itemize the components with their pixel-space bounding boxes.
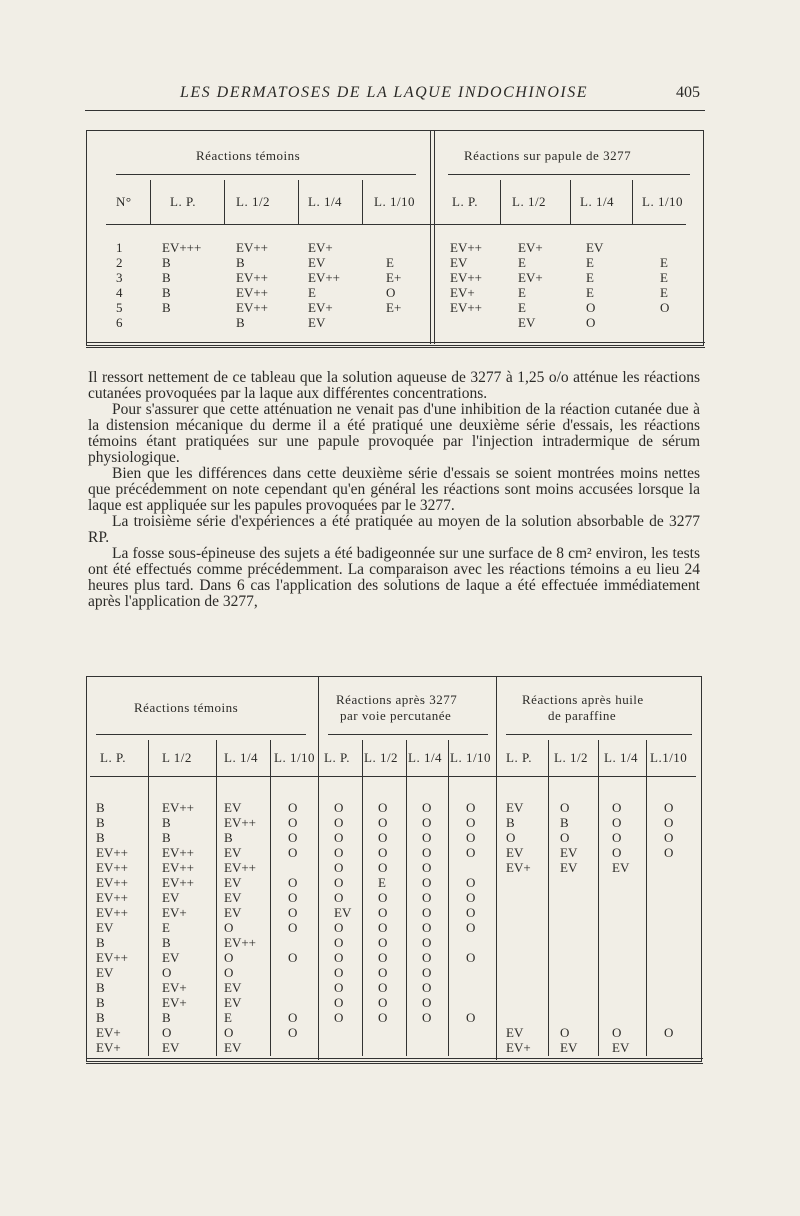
table-1-data-p-l14: EV E E E O O xyxy=(586,240,604,330)
page-number: 405 xyxy=(676,84,700,101)
table-2-col-t-l12: L 1/2 xyxy=(162,750,192,765)
table-2-col-h-l12: L. 1/2 xyxy=(554,750,589,765)
table-2-data-h-lp: EV B O EV EV+ EV EV+ xyxy=(506,800,531,1055)
table-1-data-l12: EV++ B EV++ EV++ EV++ B xyxy=(236,240,268,330)
table-2-data-h-l110: O O O O O xyxy=(664,800,674,1040)
table-1-col-no: N° xyxy=(116,194,132,209)
paragraph-5: La fosse sous-épineuse des sujets a été badigeonnée sur une surface de 8 cm² environ, les tests ont été effectués comme précédemment. La comparaison avec les réactions témoins a eu lieu 24 heures plus tard. Dans 6 cas l'application des solutions de laque a été effectuée immédiatement après l'application de 3277, xyxy=(88,545,700,610)
table-2-data-h-l12: O B O EV EV O EV xyxy=(560,800,578,1055)
table-1-data-p-l12: EV+ E EV+ E E EV xyxy=(518,240,543,330)
table-1-data-lp: EV+++ B B B B xyxy=(162,240,202,315)
table-1-data-no: 1 2 3 4 5 6 xyxy=(116,240,123,330)
table-2-bottom-rule xyxy=(86,1058,703,1064)
table-2-col-t-lp: L. P. xyxy=(100,750,126,765)
table-2-col-t-l14: L. 1/4 xyxy=(224,750,259,765)
table-1-col-lp: L. P. xyxy=(170,194,196,209)
table-2-data-t-lp: B B B EV++ EV++ EV++ EV++ EV++ EV B EV++ EV B B B EV+ EV+ xyxy=(96,800,128,1055)
table-2-col-h-l14: L. 1/4 xyxy=(604,750,639,765)
paragraph-4: La troisième série d'expériences a été pratiquée au moyen de la solution absorbable de 3277 RP. xyxy=(88,513,700,546)
running-title: LES DERMATOSES DE LA LAQUE INDOCHINOISE xyxy=(180,84,588,101)
table-2-group-mid-1: Réactions après 3277 xyxy=(336,692,458,707)
table-1 xyxy=(86,130,706,350)
paragraph-1: Il ressort nettement de ce tableau que la solution aqueuse de 3277 à 1,25 o/o atténue les réactions cutanées provoquées par la laque aux différentes concentrations. xyxy=(88,369,700,402)
table-2-data-c-l14: O O O O O O O O O O O O O O O xyxy=(422,800,432,1025)
table-1-group-right: Réactions sur papule de 3277 xyxy=(464,148,632,163)
table-1-col-p-l14: L. 1/4 xyxy=(580,194,615,209)
table-1-col-l14: L. 1/4 xyxy=(308,194,343,209)
table-1-col-p-lp: L. P. xyxy=(452,194,478,209)
table-1-col-p-l12: L. 1/2 xyxy=(512,194,547,209)
table-2-data-t-l14: EV EV++ B EV EV++ EV EV EV O EV++ O O EV EV E O EV xyxy=(224,800,256,1055)
header-rule xyxy=(85,110,705,111)
table-1-data-l14: EV+ EV EV++ E EV+ EV xyxy=(308,240,340,330)
table-1-data-p-l110: E E E O xyxy=(660,255,670,315)
table-1-col-l110: L. 1/10 xyxy=(374,194,416,209)
table-2-col-c-l110: L. 1/10 xyxy=(450,750,492,765)
table-2-group-mid-2: par voie percutanée xyxy=(340,708,452,723)
paragraph-2: Pour s'assurer que cette atténuation ne venait pas d'une inhibition de la réaction cutanée due à la distension mécanique du derme il a été pratiqué une deuxième série d'essais, les réactions témoins étant pratiquées sur une papule provoquée par l'injection intradermique de sérum physiologique. xyxy=(88,401,700,466)
table-2-col-c-lp: L. P. xyxy=(324,750,350,765)
table-2-group-right-2: de paraffine xyxy=(548,708,617,723)
table-2-data-h-l14: O O O O EV O EV xyxy=(612,800,630,1055)
table-1-data-p-lp: EV++ EV EV++ EV+ EV++ xyxy=(450,240,482,315)
table-2 xyxy=(86,676,706,1068)
table-1-col-p-l110: L. 1/10 xyxy=(642,194,684,209)
table-2-group-left: Réactions témoins xyxy=(134,700,239,715)
table-1-bottom-rule xyxy=(86,342,705,348)
table-2-col-h-lp: L. P. xyxy=(506,750,532,765)
table-2-col-c-l12: L. 1/2 xyxy=(364,750,399,765)
table-2-col-h-l110: L.1/10 xyxy=(650,750,688,765)
table-2-col-c-l14: L. 1/4 xyxy=(408,750,443,765)
table-1-col-l12: L. 1/2 xyxy=(236,194,271,209)
table-1-group-left: Réactions témoins xyxy=(196,148,301,163)
table-2-data-c-l110: O O O O O O O O O O xyxy=(466,800,476,1025)
table-2-data-t-l110: O O O O O O O O O O O xyxy=(288,800,298,1040)
paragraph-3: Bien que les différences dans cette deuxième série d'essais se soient montrées moins nettes que précédemment on note cependant qu'en général les réactions sont moins accusées lorsque la laque est appliquée sur les papules provoquées par le 3277. xyxy=(88,465,700,514)
table-2-data-c-lp: O O O O O O O EV O O O O O O O xyxy=(334,800,352,1025)
table-2-col-t-l110: L. 1/10 xyxy=(274,750,316,765)
table-2-data-t-l12: EV++ B B EV++ EV++ EV++ EV EV+ E B EV O EV+ EV+ B O EV xyxy=(162,800,194,1055)
table-2-data-c-l12: O O O O O E O O O O O O O O O xyxy=(378,800,388,1025)
table-2-group-right-1: Réactions après huile xyxy=(522,692,644,707)
table-1-data-l110: E E+ O E+ xyxy=(386,255,402,315)
body-text xyxy=(88,370,700,610)
